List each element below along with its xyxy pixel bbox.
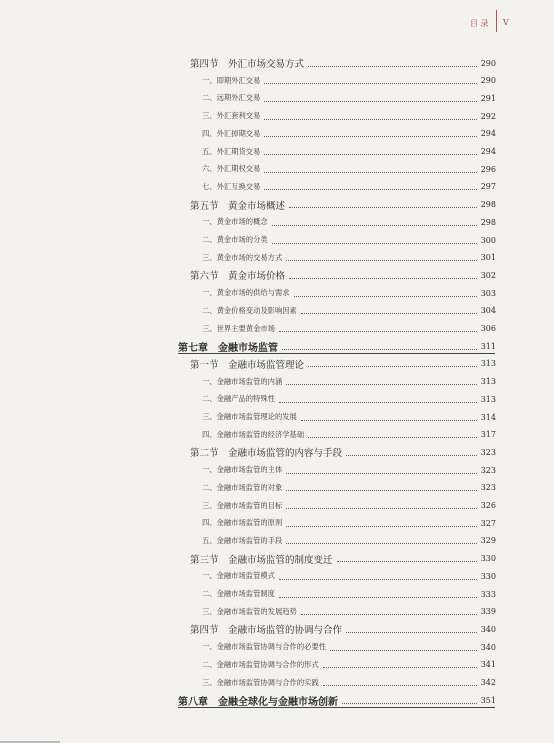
- toc-page-number: 292: [480, 111, 496, 121]
- leader-dots: [264, 148, 476, 155]
- toc-page-number: 306: [480, 324, 496, 333]
- leader-dots: [279, 591, 477, 598]
- toc-title: 第六节 黄金市场价格: [190, 271, 286, 283]
- toc-page-number: 329: [480, 536, 496, 546]
- toc-page-number: 311: [480, 341, 496, 351]
- toc-title: 第五节 黄金市场概述: [190, 200, 286, 212]
- leader-dots: [282, 343, 477, 350]
- toc-page-number: 339: [480, 607, 496, 617]
- toc-page-number: 298: [480, 217, 496, 227]
- toc-item[interactable]: [202, 90, 496, 106]
- toc-item[interactable]: [202, 285, 496, 301]
- toc-title: 三、金融市场监管协调与合作的实践: [202, 677, 319, 687]
- toc-title: 三、黄金市场的交易方式: [202, 252, 283, 262]
- toc-title: 一、金融市场监管的内涵: [202, 376, 283, 386]
- toc-title: 三、金融市场监管的发展趋势: [202, 606, 297, 616]
- leader-dots: [286, 520, 476, 527]
- toc-item[interactable]: [202, 321, 496, 337]
- toc-item[interactable]: [202, 232, 496, 248]
- toc-section[interactable]: [190, 551, 496, 567]
- toc-section[interactable]: [190, 621, 496, 637]
- leader-dots: [286, 378, 476, 385]
- toc-title: 一、金融市场监管模式: [202, 571, 275, 581]
- leader-dots: [330, 644, 477, 651]
- leader-dots: [346, 449, 477, 456]
- leader-dots: [264, 183, 476, 190]
- toc-title: 第七章 金融市场监管: [178, 342, 278, 354]
- leader-dots: [279, 573, 477, 580]
- toc-page-number: 313: [480, 359, 496, 369]
- toc-item[interactable]: [202, 480, 496, 496]
- toc-page-number: 290: [480, 76, 496, 86]
- toc-page-number: 340: [480, 642, 496, 652]
- leader-dots: [264, 130, 476, 137]
- leader-dots: [301, 307, 477, 314]
- toc-title: 第二节 金融市场监管的内容与手段: [190, 448, 343, 460]
- toc-section[interactable]: [190, 356, 496, 372]
- toc-page-number: 290: [480, 58, 496, 68]
- toc-page-number: 326: [480, 501, 496, 510]
- toc-title: 三、世界主要黄金市场: [202, 323, 275, 333]
- leader-dots: [286, 254, 476, 261]
- toc-section[interactable]: [190, 197, 496, 213]
- toc-item[interactable]: [202, 214, 496, 230]
- toc-title: 第四节 金融市场监管的协调与合作: [190, 625, 343, 637]
- toc-item[interactable]: [202, 515, 496, 531]
- page-number: V: [503, 18, 509, 27]
- toc-item[interactable]: [202, 657, 496, 673]
- leader-dots: [346, 626, 477, 633]
- toc-title: 第三节 金融市场监管的制度变迁: [190, 554, 333, 566]
- toc-page-number: 297: [480, 182, 496, 192]
- toc-page-number: 304: [480, 306, 496, 316]
- toc-page-number: 303: [480, 288, 496, 298]
- toc-item[interactable]: [202, 604, 496, 620]
- toc-title: 第一节 金融市场监管理论: [190, 359, 305, 371]
- toc-item[interactable]: [202, 586, 496, 602]
- toc-page-number: 342: [480, 678, 496, 687]
- leader-dots: [272, 237, 477, 244]
- toc-item[interactable]: [202, 374, 496, 390]
- toc-title: 七、外汇互换交易: [202, 181, 261, 191]
- toc-title: 二、金融产品的特殊性: [202, 394, 275, 404]
- leader-dots: [308, 431, 477, 438]
- toc-item[interactable]: [202, 427, 496, 443]
- leader-dots: [264, 95, 476, 102]
- toc-item[interactable]: [202, 108, 496, 124]
- toc-section[interactable]: [190, 444, 496, 460]
- leader-dots: [323, 661, 477, 668]
- toc-page-number: 341: [480, 660, 496, 670]
- toc-page-number: 323: [480, 447, 496, 457]
- chapter-underline: [178, 353, 495, 354]
- leader-dots: [264, 113, 476, 120]
- leader-dots: [286, 467, 476, 474]
- toc-title: 二、金融市场监管协调与合作的形式: [202, 659, 319, 669]
- toc-item[interactable]: [202, 144, 496, 160]
- toc-title: 一、黄金市场的供给与需求: [202, 288, 290, 298]
- toc-title: 四、外汇掉期交易: [202, 128, 261, 138]
- toc-title: 四、金融市场监管的经济学基础: [202, 429, 305, 439]
- toc-title: 三、金融市场监管的目标: [202, 500, 283, 510]
- toc-title: 二、金融市场监管的对象: [202, 482, 283, 492]
- leader-dots: [264, 166, 476, 173]
- leader-dots: [289, 272, 477, 279]
- toc-item[interactable]: [202, 533, 496, 549]
- toc-item[interactable]: [202, 498, 496, 514]
- toc-item[interactable]: [202, 639, 496, 655]
- toc-item[interactable]: [202, 303, 496, 319]
- toc-page-number: 291: [480, 93, 496, 103]
- toc-item[interactable]: [202, 409, 496, 425]
- leader-dots: [286, 537, 476, 544]
- toc-item[interactable]: [202, 179, 496, 195]
- toc-title: 五、金融市场监管的手段: [202, 535, 283, 545]
- toc-page-number: 330: [480, 571, 496, 581]
- toc-title: 二、远期外汇交易: [202, 93, 261, 103]
- leader-dots: [272, 219, 477, 226]
- leader-dots: [264, 77, 476, 84]
- leader-dots: [342, 697, 477, 704]
- leader-dots: [337, 555, 477, 562]
- toc-section[interactable]: [190, 55, 496, 71]
- toc-page-number: 327: [480, 518, 496, 528]
- toc-page-number: 313: [480, 394, 496, 404]
- toc-title: 一、即期外汇交易: [202, 75, 261, 85]
- toc-page-number: 314: [480, 412, 496, 422]
- toc-item[interactable]: [202, 675, 496, 691]
- toc-title: 二、黄金市场的分类: [202, 235, 268, 244]
- toc-page-number: 330: [480, 554, 496, 564]
- toc-chapter[interactable]: [178, 692, 496, 708]
- leader-dots: [279, 396, 477, 403]
- toc-title: 五、外汇期货交易: [202, 146, 261, 156]
- toc-title: 六、外汇期权交易: [202, 164, 261, 174]
- toc-title: 第四节 外汇市场交易方式: [190, 59, 305, 70]
- toc-page-number: 302: [480, 270, 496, 280]
- toc-page-number: 294: [480, 129, 496, 139]
- toc-page-number: 317: [480, 430, 496, 440]
- leader-dots: [308, 60, 477, 67]
- toc-page-number: 333: [480, 589, 496, 599]
- toc-page-number: 340: [480, 624, 496, 634]
- toc-title: 一、金融市场监管协调与合作的必要性: [202, 642, 327, 652]
- toc-title: 一、黄金市场的概念: [202, 217, 268, 227]
- toc-page-number: 351: [480, 695, 496, 705]
- toc-item[interactable]: [202, 73, 496, 89]
- toc-page-number: 313: [480, 377, 496, 387]
- toc-title: 一、金融市场监管的主体: [202, 465, 283, 475]
- leader-dots: [301, 414, 477, 421]
- toc-item[interactable]: [202, 391, 496, 407]
- leader-dots: [294, 290, 477, 297]
- header-divider: [496, 10, 497, 32]
- leader-dots: [286, 502, 476, 509]
- leader-dots: [289, 201, 477, 208]
- toc-item[interactable]: [202, 462, 496, 478]
- toc-page-number: 298: [480, 200, 496, 210]
- toc-title: 四、金融市场监管的原则: [202, 518, 283, 528]
- toc-chapter[interactable]: [178, 338, 496, 354]
- toc-title: 二、金融市场监管制度: [202, 589, 275, 598]
- toc-page-number: 323: [480, 465, 496, 475]
- toc-title: 第八章 金融全球化与金融市场创新: [178, 696, 338, 708]
- toc-page-number: 301: [480, 253, 496, 263]
- leader-dots: [286, 484, 476, 491]
- toc-item[interactable]: [202, 126, 496, 142]
- toc-item[interactable]: [202, 568, 496, 584]
- toc-title: 三、外汇套利交易: [202, 111, 261, 121]
- toc-page-number: 300: [480, 235, 496, 245]
- leader-dots: [308, 360, 477, 367]
- toc-title: 三、金融市场监管理论的发展: [202, 412, 297, 421]
- running-header: 目 录: [470, 19, 489, 28]
- leader-dots: [301, 608, 477, 615]
- toc-page-number: 294: [480, 147, 496, 156]
- toc-page-number: 323: [480, 483, 496, 493]
- toc-page-number: 296: [480, 164, 496, 174]
- toc-item[interactable]: [202, 161, 496, 177]
- leader-dots: [323, 679, 477, 686]
- toc-section[interactable]: [190, 267, 496, 283]
- chapter-underline: [178, 707, 495, 708]
- toc-title: 二、黄金价格变动及影响因素: [202, 305, 297, 315]
- toc-item[interactable]: [202, 250, 496, 266]
- leader-dots: [279, 325, 477, 332]
